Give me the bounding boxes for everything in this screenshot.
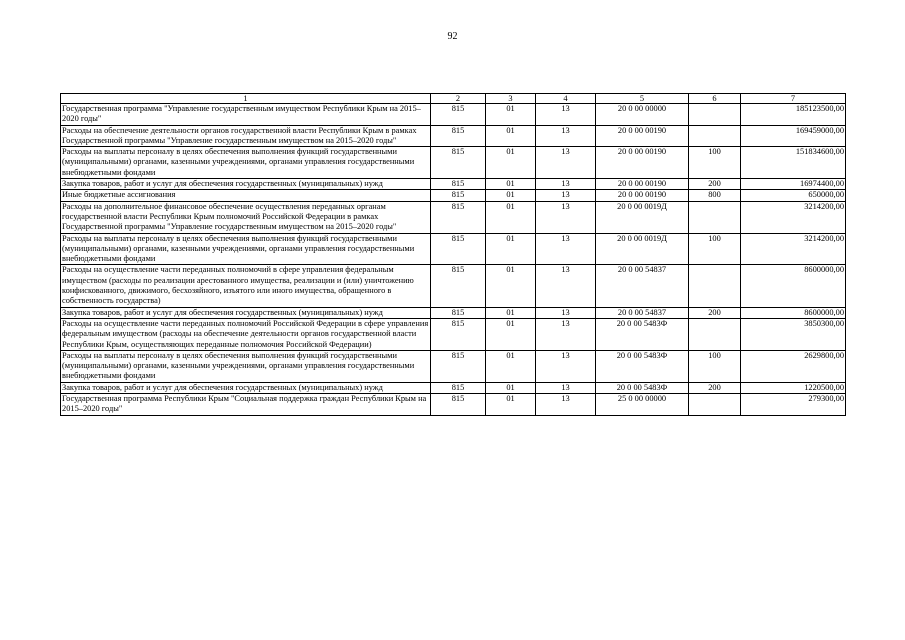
table-row bbox=[61, 147, 846, 179]
target-item-code-cell: 20 0 00 0019Д bbox=[596, 201, 689, 233]
amount-cell: 650000,00 bbox=[741, 190, 846, 201]
table-row bbox=[61, 233, 846, 265]
table-row bbox=[61, 318, 846, 350]
section-code-cell: 01 bbox=[486, 147, 536, 179]
table-row bbox=[61, 201, 846, 233]
section-code-cell: 01 bbox=[486, 394, 536, 416]
amount-cell: 185123500,00 bbox=[741, 104, 846, 126]
subsection-code-cell: 13 bbox=[536, 179, 596, 190]
target-item-code-cell: 20 0 00 00190 bbox=[596, 147, 689, 179]
column-header: 5 bbox=[596, 94, 689, 104]
row-name-cell: Закупка товаров, работ и услуг для обеспечения государственных (муниципальных) нужд bbox=[61, 307, 431, 318]
section-code-cell: 01 bbox=[486, 307, 536, 318]
budget-table bbox=[60, 93, 846, 416]
expense-type-code-cell: 100 bbox=[689, 350, 741, 382]
row-name-cell: Расходы на осуществление части переданных полномочий в сфере управления федеральным имуществом (расходы по реализации арестованного имущества, реализации и (или) уничтожению конфискованного, движимого, бесхозяйного, изъятого или иного имущества, обращенного в собственность государства) bbox=[61, 265, 431, 307]
section-code-cell: 01 bbox=[486, 201, 536, 233]
ministry-code-cell: 815 bbox=[431, 350, 486, 382]
ministry-code-cell: 815 bbox=[431, 307, 486, 318]
ministry-code-cell: 815 bbox=[431, 382, 486, 393]
table-header-row bbox=[61, 94, 846, 104]
target-item-code-cell: 20 0 00 00000 bbox=[596, 104, 689, 126]
row-name-cell: Расходы на осуществление части переданных полномочий Российской Федерации в сфере управления федеральным имуществом (расходы на обеспечение деятельности органов государственной власти Республики Крым, осуществляющих переданные полномочия Российской Федерации) bbox=[61, 318, 431, 350]
target-item-code-cell: 20 0 00 00190 bbox=[596, 125, 689, 147]
target-item-code-cell: 20 0 00 5483Ф bbox=[596, 350, 689, 382]
column-header: 7 bbox=[741, 94, 846, 104]
expense-type-code-cell bbox=[689, 104, 741, 126]
subsection-code-cell: 13 bbox=[536, 265, 596, 307]
amount-cell: 8600000,00 bbox=[741, 265, 846, 307]
column-header: 2 bbox=[431, 94, 486, 104]
row-name-cell: Иные бюджетные ассигнования bbox=[61, 190, 431, 201]
column-header: 4 bbox=[536, 94, 596, 104]
amount-cell: 3214200,00 bbox=[741, 233, 846, 265]
ministry-code-cell: 815 bbox=[431, 318, 486, 350]
target-item-code-cell: 20 0 00 00190 bbox=[596, 179, 689, 190]
section-code-cell: 01 bbox=[486, 190, 536, 201]
amount-cell: 169459000,00 bbox=[741, 125, 846, 147]
row-name-cell: Расходы на выплаты персоналу в целях обеспечения выполнения функций государственными (муниципальными) органами, казенными учреждениями, органами управления государственными внебюджетными фондами bbox=[61, 147, 431, 179]
table-row bbox=[61, 394, 846, 416]
table-row bbox=[61, 190, 846, 201]
row-name-cell: Государственная программа Республики Крым "Социальная поддержка граждан Республики Крым на 2015–2020 годы" bbox=[61, 394, 431, 416]
table-row bbox=[61, 104, 846, 126]
subsection-code-cell: 13 bbox=[536, 350, 596, 382]
target-item-code-cell: 20 0 00 5483Ф bbox=[596, 318, 689, 350]
row-name-cell: Закупка товаров, работ и услуг для обеспечения государственных (муниципальных) нужд bbox=[61, 382, 431, 393]
ministry-code-cell: 815 bbox=[431, 394, 486, 416]
ministry-code-cell: 815 bbox=[431, 201, 486, 233]
row-name-cell: Расходы на дополнительное финансовое обеспечение осуществления переданных органам государственной власти Республики Крым полномочий Российской Федерации в рамках Государственной программы "Управление государственным имуществом на 2015–2020 годы" bbox=[61, 201, 431, 233]
row-name-cell: Расходы на выплаты персоналу в целях обеспечения выполнения функций государственными (муниципальными) органами, казенными учреждениями, органами управления государственными внебюджетными фондами bbox=[61, 350, 431, 382]
amount-cell: 3850300,00 bbox=[741, 318, 846, 350]
amount-cell: 151834600,00 bbox=[741, 147, 846, 179]
section-code-cell: 01 bbox=[486, 179, 536, 190]
amount-cell: 279300,00 bbox=[741, 394, 846, 416]
section-code-cell: 01 bbox=[486, 125, 536, 147]
expense-type-code-cell: 800 bbox=[689, 190, 741, 201]
expense-type-code-cell bbox=[689, 201, 741, 233]
table-row bbox=[61, 382, 846, 393]
section-code-cell: 01 bbox=[486, 233, 536, 265]
subsection-code-cell: 13 bbox=[536, 104, 596, 126]
subsection-code-cell: 13 bbox=[536, 318, 596, 350]
table-row bbox=[61, 307, 846, 318]
page-number: 92 bbox=[447, 31, 458, 42]
subsection-code-cell: 13 bbox=[536, 147, 596, 179]
ministry-code-cell: 815 bbox=[431, 147, 486, 179]
expense-type-code-cell bbox=[689, 394, 741, 416]
expense-type-code-cell bbox=[689, 265, 741, 307]
ministry-code-cell: 815 bbox=[431, 233, 486, 265]
subsection-code-cell: 13 bbox=[536, 201, 596, 233]
ministry-code-cell: 815 bbox=[431, 179, 486, 190]
amount-cell: 8600000,00 bbox=[741, 307, 846, 318]
target-item-code-cell: 20 0 00 0019Д bbox=[596, 233, 689, 265]
subsection-code-cell: 13 bbox=[536, 233, 596, 265]
amount-cell: 16974400,00 bbox=[741, 179, 846, 190]
table-row bbox=[61, 125, 846, 147]
row-name-cell: Расходы на выплаты персоналу в целях обеспечения выполнения функций государственными (муниципальными) органами, казенными учреждениями, органами управления государственными внебюджетными фондами bbox=[61, 233, 431, 265]
ministry-code-cell: 815 bbox=[431, 104, 486, 126]
table-row bbox=[61, 350, 846, 382]
expense-type-code-cell: 200 bbox=[689, 307, 741, 318]
expense-type-code-cell: 100 bbox=[689, 147, 741, 179]
row-name-cell: Расходы на обеспечение деятельности органов государственной власти Республики Крым в рамках Государственной программы "Управление государственным имуществом на 2015–2020 годы" bbox=[61, 125, 431, 147]
expense-type-code-cell: 200 bbox=[689, 382, 741, 393]
expense-type-code-cell bbox=[689, 318, 741, 350]
subsection-code-cell: 13 bbox=[536, 307, 596, 318]
section-code-cell: 01 bbox=[486, 350, 536, 382]
section-code-cell: 01 bbox=[486, 104, 536, 126]
section-code-cell: 01 bbox=[486, 265, 536, 307]
column-header: 3 bbox=[486, 94, 536, 104]
section-code-cell: 01 bbox=[486, 318, 536, 350]
column-header: 6 bbox=[689, 94, 741, 104]
expense-type-code-cell: 200 bbox=[689, 179, 741, 190]
column-header: 1 bbox=[61, 94, 431, 104]
amount-cell: 1220500,00 bbox=[741, 382, 846, 393]
row-name-cell: Государственная программа "Управление государственным имуществом Республики Крым на 2015–2020 годы" bbox=[61, 104, 431, 126]
target-item-code-cell: 25 0 00 00000 bbox=[596, 394, 689, 416]
table-body bbox=[61, 104, 846, 416]
expense-type-code-cell: 100 bbox=[689, 233, 741, 265]
ministry-code-cell: 815 bbox=[431, 265, 486, 307]
amount-cell: 3214200,00 bbox=[741, 201, 846, 233]
target-item-code-cell: 20 0 00 54837 bbox=[596, 307, 689, 318]
target-item-code-cell: 20 0 00 00190 bbox=[596, 190, 689, 201]
subsection-code-cell: 13 bbox=[536, 382, 596, 393]
amount-cell: 2629800,00 bbox=[741, 350, 846, 382]
subsection-code-cell: 13 bbox=[536, 190, 596, 201]
subsection-code-cell: 13 bbox=[536, 394, 596, 416]
expense-type-code-cell bbox=[689, 125, 741, 147]
row-name-cell: Закупка товаров, работ и услуг для обеспечения государственных (муниципальных) нужд bbox=[61, 179, 431, 190]
table-row bbox=[61, 179, 846, 190]
section-code-cell: 01 bbox=[486, 382, 536, 393]
subsection-code-cell: 13 bbox=[536, 125, 596, 147]
target-item-code-cell: 20 0 00 5483Ф bbox=[596, 382, 689, 393]
target-item-code-cell: 20 0 00 54837 bbox=[596, 265, 689, 307]
table-row bbox=[61, 265, 846, 307]
ministry-code-cell: 815 bbox=[431, 125, 486, 147]
ministry-code-cell: 815 bbox=[431, 190, 486, 201]
